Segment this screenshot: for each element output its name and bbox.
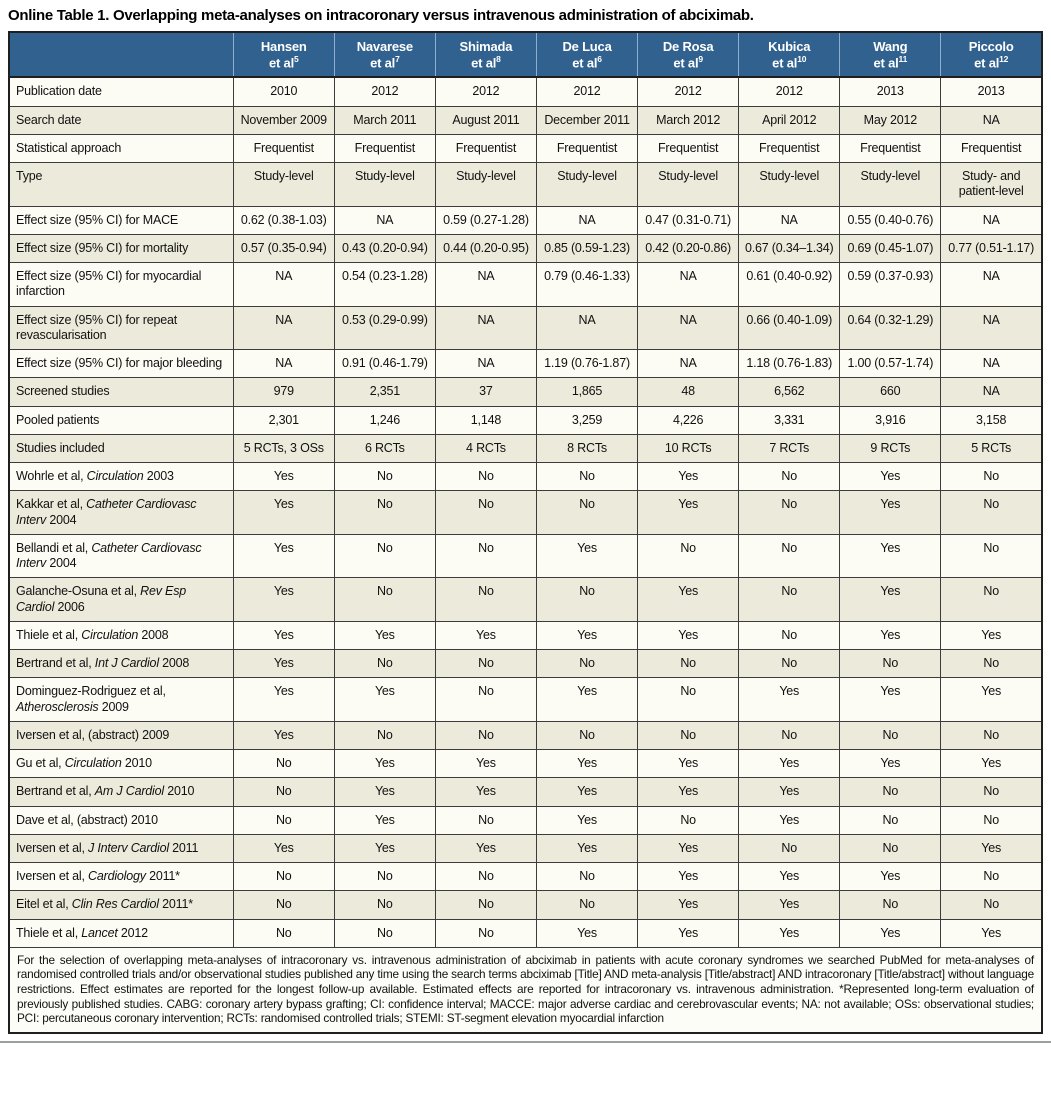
value-cell: Frequentist: [334, 134, 435, 162]
value-cell: Yes: [638, 491, 739, 535]
column-header-kubica: Kubica et $al^{10}$: [739, 32, 840, 77]
value-cell: Yes: [840, 534, 941, 578]
value-cell: 37: [435, 378, 536, 406]
value-cell: 2013: [840, 77, 941, 106]
value-cell: Yes: [334, 750, 435, 778]
value-cell: 6,562: [739, 378, 840, 406]
value-cell: No: [739, 721, 840, 749]
value-cell: No: [435, 578, 536, 622]
value-cell: NA: [941, 106, 1042, 134]
value-cell: NA: [941, 206, 1042, 234]
row-label: Type: [9, 163, 233, 207]
row-label: Effect size (95% CI) for MACE: [9, 206, 233, 234]
value-cell: 48: [638, 378, 739, 406]
value-cell: No: [739, 650, 840, 678]
value-cell: 0.64 (0.32-1.29): [840, 306, 941, 350]
value-cell: Yes: [638, 578, 739, 622]
row-label: Bertrand et al, Int J Cardiol 2008: [9, 650, 233, 678]
value-cell: 1.19 (0.76-1.87): [536, 350, 637, 378]
row-label: Studies included: [9, 434, 233, 462]
value-cell: Yes: [536, 534, 637, 578]
value-cell: 2,301: [233, 406, 334, 434]
value-cell: NA: [233, 306, 334, 350]
value-cell: Yes: [536, 678, 637, 722]
value-cell: 2012: [334, 77, 435, 106]
value-cell: Yes: [435, 834, 536, 862]
value-cell: Yes: [536, 778, 637, 806]
value-cell: 1,246: [334, 406, 435, 434]
value-cell: Yes: [840, 463, 941, 491]
value-cell: Yes: [840, 578, 941, 622]
value-cell: No: [840, 891, 941, 919]
header-row: [9, 32, 1042, 77]
table-row: [9, 306, 1042, 350]
value-cell: 6 RCTs: [334, 434, 435, 462]
value-cell: Yes: [840, 621, 941, 649]
column-header-de-luca: De Luca et $al^6$: [536, 32, 637, 77]
row-label: Effect size (95% CI) for myocardial infarction: [9, 263, 233, 307]
value-cell: NA: [739, 206, 840, 234]
value-cell: August 2011: [435, 106, 536, 134]
value-cell: 0.79 (0.46-1.33): [536, 263, 637, 307]
table-row: [9, 863, 1042, 891]
table-row: [9, 721, 1042, 749]
value-cell: 0.53 (0.29-0.99): [334, 306, 435, 350]
value-cell: No: [233, 863, 334, 891]
value-cell: 0.62 (0.38-1.03): [233, 206, 334, 234]
value-cell: 0.69 (0.45-1.07): [840, 234, 941, 262]
table-row: [9, 621, 1042, 649]
table-row: [9, 434, 1042, 462]
value-cell: No: [435, 863, 536, 891]
value-cell: Study-level: [739, 163, 840, 207]
value-cell: Yes: [233, 834, 334, 862]
value-cell: Yes: [739, 678, 840, 722]
value-cell: No: [739, 578, 840, 622]
value-cell: NA: [638, 350, 739, 378]
value-cell: Yes: [233, 678, 334, 722]
value-cell: No: [536, 491, 637, 535]
value-cell: No: [435, 721, 536, 749]
value-cell: No: [536, 650, 637, 678]
value-cell: No: [334, 919, 435, 947]
column-header-navarese: Navarese et $al^7$: [334, 32, 435, 77]
value-cell: Frequentist: [840, 134, 941, 162]
value-cell: No: [941, 650, 1042, 678]
value-cell: No: [739, 491, 840, 535]
value-cell: 2012: [638, 77, 739, 106]
value-cell: Yes: [334, 621, 435, 649]
value-cell: 0.61 (0.40-0.92): [739, 263, 840, 307]
value-cell: Study-level: [840, 163, 941, 207]
value-cell: No: [638, 806, 739, 834]
value-cell: Frequentist: [536, 134, 637, 162]
value-cell: No: [435, 491, 536, 535]
value-cell: No: [536, 463, 637, 491]
table-row: [9, 263, 1042, 307]
table-row: [9, 778, 1042, 806]
row-label: Pooled patients: [9, 406, 233, 434]
row-label: Effect size (95% CI) for repeat revascularisation: [9, 306, 233, 350]
value-cell: No: [840, 834, 941, 862]
value-cell: 5 RCTs: [941, 434, 1042, 462]
value-cell: Yes: [233, 621, 334, 649]
value-cell: Frequentist: [435, 134, 536, 162]
value-cell: 0.59 (0.37-0.93): [840, 263, 941, 307]
value-cell: Study-level: [638, 163, 739, 207]
corner-header-cell: [9, 32, 233, 77]
value-cell: Yes: [233, 578, 334, 622]
table-row: [9, 106, 1042, 134]
value-cell: NA: [638, 263, 739, 307]
value-cell: March 2011: [334, 106, 435, 134]
table-row: [9, 206, 1042, 234]
footnote-row: [9, 947, 1042, 1033]
value-cell: Yes: [840, 678, 941, 722]
table-row: [9, 491, 1042, 535]
table-row: [9, 134, 1042, 162]
value-cell: 0.77 (0.51-1.17): [941, 234, 1042, 262]
value-cell: Study-level: [334, 163, 435, 207]
value-cell: NA: [435, 306, 536, 350]
value-cell: No: [941, 463, 1042, 491]
value-cell: 0.66 (0.40-1.09): [739, 306, 840, 350]
value-cell: NA: [941, 263, 1042, 307]
value-cell: Yes: [638, 750, 739, 778]
value-cell: No: [638, 534, 739, 578]
value-cell: 5 RCTs, 3 OSs: [233, 434, 334, 462]
row-label: Iversen et al, J Interv Cardiol 2011: [9, 834, 233, 862]
table-body: [9, 77, 1042, 947]
value-cell: 0.43 (0.20-0.94): [334, 234, 435, 262]
value-cell: No: [233, 806, 334, 834]
value-cell: Yes: [233, 491, 334, 535]
value-cell: Frequentist: [941, 134, 1042, 162]
value-cell: No: [334, 863, 435, 891]
value-cell: No: [739, 463, 840, 491]
value-cell: No: [435, 678, 536, 722]
value-cell: Yes: [536, 621, 637, 649]
value-cell: NA: [233, 350, 334, 378]
table-row: [9, 378, 1042, 406]
value-cell: Yes: [435, 778, 536, 806]
value-cell: Frequentist: [638, 134, 739, 162]
value-cell: No: [941, 578, 1042, 622]
value-cell: Frequentist: [739, 134, 840, 162]
value-cell: Yes: [233, 534, 334, 578]
value-cell: No: [435, 806, 536, 834]
value-cell: No: [334, 650, 435, 678]
table-row: [9, 891, 1042, 919]
value-cell: No: [334, 578, 435, 622]
row-label: Galanche-Osuna et al, Rev Esp Cardiol 2006: [9, 578, 233, 622]
row-label: Publication date: [9, 77, 233, 106]
value-cell: Yes: [739, 919, 840, 947]
table-row: [9, 406, 1042, 434]
value-cell: No: [941, 491, 1042, 535]
value-cell: Yes: [435, 750, 536, 778]
value-cell: NA: [536, 306, 637, 350]
value-cell: Yes: [941, 919, 1042, 947]
value-cell: Yes: [840, 750, 941, 778]
value-cell: 3,916: [840, 406, 941, 434]
value-cell: 10 RCTs: [638, 434, 739, 462]
value-cell: Yes: [941, 750, 1042, 778]
value-cell: Yes: [638, 463, 739, 491]
value-cell: No: [233, 778, 334, 806]
table-row: [9, 463, 1042, 491]
value-cell: No: [435, 534, 536, 578]
value-cell: 979: [233, 378, 334, 406]
value-cell: 8 RCTs: [536, 434, 637, 462]
row-label: Screened studies: [9, 378, 233, 406]
row-label: Search date: [9, 106, 233, 134]
value-cell: No: [739, 834, 840, 862]
value-cell: No: [536, 891, 637, 919]
row-label: Wohrle et al, Circulation 2003: [9, 463, 233, 491]
value-cell: NA: [233, 263, 334, 307]
value-cell: NA: [941, 350, 1042, 378]
value-cell: 0.59 (0.27-1.28): [435, 206, 536, 234]
row-label: Iversen et al, (abstract) 2009: [9, 721, 233, 749]
column-header-de-rosa: De Rosa et $al^9$: [638, 32, 739, 77]
value-cell: NA: [536, 206, 637, 234]
row-label: Bertrand et al, Am J Cardiol 2010: [9, 778, 233, 806]
value-cell: 1,148: [435, 406, 536, 434]
value-cell: No: [941, 806, 1042, 834]
value-cell: No: [840, 721, 941, 749]
value-cell: Yes: [638, 919, 739, 947]
value-cell: No: [941, 778, 1042, 806]
value-cell: Yes: [536, 750, 637, 778]
value-cell: No: [334, 463, 435, 491]
value-cell: No: [435, 463, 536, 491]
value-cell: No: [941, 863, 1042, 891]
value-cell: Yes: [334, 778, 435, 806]
table-row: [9, 750, 1042, 778]
value-cell: November 2009: [233, 106, 334, 134]
value-cell: NA: [435, 263, 536, 307]
value-cell: 0.91 (0.46-1.79): [334, 350, 435, 378]
value-cell: Yes: [435, 621, 536, 649]
value-cell: 0.54 (0.23-1.28): [334, 263, 435, 307]
value-cell: Yes: [536, 919, 637, 947]
value-cell: Study-level: [233, 163, 334, 207]
value-cell: 2012: [536, 77, 637, 106]
table-footer: [9, 947, 1042, 1033]
table-row: [9, 534, 1042, 578]
row-label: Gu et al, Circulation 2010: [9, 750, 233, 778]
value-cell: No: [334, 534, 435, 578]
value-cell: Yes: [739, 778, 840, 806]
value-cell: 0.55 (0.40-0.76): [840, 206, 941, 234]
value-cell: No: [233, 750, 334, 778]
value-cell: 2012: [739, 77, 840, 106]
value-cell: 1.00 (0.57-1.74): [840, 350, 941, 378]
value-cell: NA: [941, 378, 1042, 406]
value-cell: Yes: [233, 650, 334, 678]
value-cell: 660: [840, 378, 941, 406]
row-label: Statistical approach: [9, 134, 233, 162]
row-label: Thiele et al, Lancet 2012: [9, 919, 233, 947]
table-row: [9, 806, 1042, 834]
value-cell: No: [233, 919, 334, 947]
table-footnote: For the selection of overlapping meta-analyses of intracoronary vs. intravenous administration of abciximab in patients with acute coronary syndromes we searched PubMed for meta-analyses of randomised controlled trials and/or observational studies published any time using the search terms abciximab [Title] AND meta-analysis [Title/abstract] AND intracoronary [Title/abstract] without language restrictions. Effect estimates are reported for the longest follow-up available. Estimated effects are reported for intracoronary vs. intravenous administration. *Represented long-term evaluation of previously published studies. CABG: coronary artery bypass grafting; CI: confidence interval; MACCE: major adverse cardiac and cerebrovascular events; NA: not available; OSs: observational studies; PCI: percutaneous coronary intervention; RCTs: randomised controlled trials; STEMI: ST-segment elevation myocardial infarction: [9, 947, 1042, 1033]
value-cell: Yes: [739, 750, 840, 778]
value-cell: Yes: [739, 863, 840, 891]
row-label: Dave et al, (abstract) 2010: [9, 806, 233, 834]
value-cell: Yes: [334, 678, 435, 722]
row-label: Thiele et al, Circulation 2008: [9, 621, 233, 649]
value-cell: Yes: [941, 678, 1042, 722]
value-cell: NA: [638, 306, 739, 350]
value-cell: May 2012: [840, 106, 941, 134]
value-cell: Yes: [334, 806, 435, 834]
value-cell: Yes: [638, 834, 739, 862]
value-cell: 2012: [435, 77, 536, 106]
value-cell: Yes: [233, 463, 334, 491]
row-label: Effect size (95% CI) for major bleeding: [9, 350, 233, 378]
table-row: [9, 350, 1042, 378]
value-cell: No: [840, 650, 941, 678]
value-cell: NA: [435, 350, 536, 378]
table-row: [9, 163, 1042, 207]
value-cell: Yes: [536, 806, 637, 834]
value-cell: No: [638, 678, 739, 722]
value-cell: 2013: [941, 77, 1042, 106]
value-cell: 0.42 (0.20-0.86): [638, 234, 739, 262]
value-cell: 3,259: [536, 406, 637, 434]
row-label: Iversen et al, Cardiology 2011*: [9, 863, 233, 891]
value-cell: 0.47 (0.31-0.71): [638, 206, 739, 234]
value-cell: Yes: [739, 806, 840, 834]
value-cell: 4,226: [638, 406, 739, 434]
value-cell: No: [638, 721, 739, 749]
value-cell: Yes: [840, 491, 941, 535]
value-cell: 2,351: [334, 378, 435, 406]
value-cell: Yes: [536, 834, 637, 862]
value-cell: No: [536, 863, 637, 891]
value-cell: 7 RCTs: [739, 434, 840, 462]
value-cell: No: [536, 578, 637, 622]
row-label: Bellandi et al, Catheter Cardiovasc Interv 2004: [9, 534, 233, 578]
value-cell: 3,158: [941, 406, 1042, 434]
value-cell: No: [233, 891, 334, 919]
value-cell: 9 RCTs: [840, 434, 941, 462]
value-cell: NA: [941, 306, 1042, 350]
value-cell: Yes: [739, 891, 840, 919]
row-label: Eitel et al, Clin Res Cardiol 2011*: [9, 891, 233, 919]
value-cell: No: [941, 891, 1042, 919]
value-cell: No: [638, 650, 739, 678]
value-cell: 0.85 (0.59-1.23): [536, 234, 637, 262]
value-cell: Study-level: [536, 163, 637, 207]
value-cell: Yes: [638, 891, 739, 919]
value-cell: 0.67 (0.34–1.34): [739, 234, 840, 262]
value-cell: 4 RCTs: [435, 434, 536, 462]
column-header-shimada: Shimada et $al^8$: [435, 32, 536, 77]
table-title: Online Table 1. Overlapping meta-analyses on intracoronary versus intravenous administration of abciximab.: [8, 7, 754, 24]
column-header-piccolo: Piccolo et $al^{12}$: [941, 32, 1042, 77]
value-cell: 0.57 (0.35-0.94): [233, 234, 334, 262]
value-cell: 2010: [233, 77, 334, 106]
value-cell: No: [739, 621, 840, 649]
value-cell: April 2012: [739, 106, 840, 134]
value-cell: Yes: [334, 834, 435, 862]
value-cell: NA: [334, 206, 435, 234]
table-row: [9, 650, 1042, 678]
value-cell: No: [435, 891, 536, 919]
value-cell: No: [334, 491, 435, 535]
meta-analyses-table: [8, 31, 1043, 1034]
row-label: Kakkar et al, Catheter Cardiovasc Interv 2004: [9, 491, 233, 535]
value-cell: No: [536, 721, 637, 749]
value-cell: March 2012: [638, 106, 739, 134]
column-header-hansen: Hansen et $al^5$: [233, 32, 334, 77]
value-cell: No: [840, 778, 941, 806]
value-cell: Yes: [233, 721, 334, 749]
value-cell: 0.44 (0.20-0.95): [435, 234, 536, 262]
value-cell: Yes: [941, 621, 1042, 649]
value-cell: 1.18 (0.76-1.83): [739, 350, 840, 378]
row-label: Dominguez-Rodriguez et al, Atherosclerosis 2009: [9, 678, 233, 722]
column-header-wang: Wang et $al^{11}$: [840, 32, 941, 77]
value-cell: No: [941, 721, 1042, 749]
value-cell: Study- and patient-level: [941, 163, 1042, 207]
value-cell: No: [334, 891, 435, 919]
table-row: [9, 678, 1042, 722]
value-cell: Yes: [840, 919, 941, 947]
table-row: [9, 234, 1042, 262]
row-label: Effect size (95% CI) for mortality: [9, 234, 233, 262]
value-cell: No: [334, 721, 435, 749]
value-cell: No: [739, 534, 840, 578]
table-row: [9, 919, 1042, 947]
value-cell: 1,865: [536, 378, 637, 406]
value-cell: No: [840, 806, 941, 834]
table-row: [9, 77, 1042, 106]
value-cell: 3,331: [739, 406, 840, 434]
table-row: [9, 578, 1042, 622]
value-cell: Yes: [840, 863, 941, 891]
value-cell: No: [435, 919, 536, 947]
value-cell: No: [435, 650, 536, 678]
table-header: [9, 32, 1042, 77]
value-cell: Yes: [638, 863, 739, 891]
value-cell: Frequentist: [233, 134, 334, 162]
value-cell: Yes: [638, 778, 739, 806]
table-row: [9, 834, 1042, 862]
value-cell: December 2011: [536, 106, 637, 134]
value-cell: Yes: [941, 834, 1042, 862]
page-bottom-rule: [0, 1041, 1051, 1043]
value-cell: Study-level: [435, 163, 536, 207]
value-cell: Yes: [638, 621, 739, 649]
value-cell: No: [941, 534, 1042, 578]
